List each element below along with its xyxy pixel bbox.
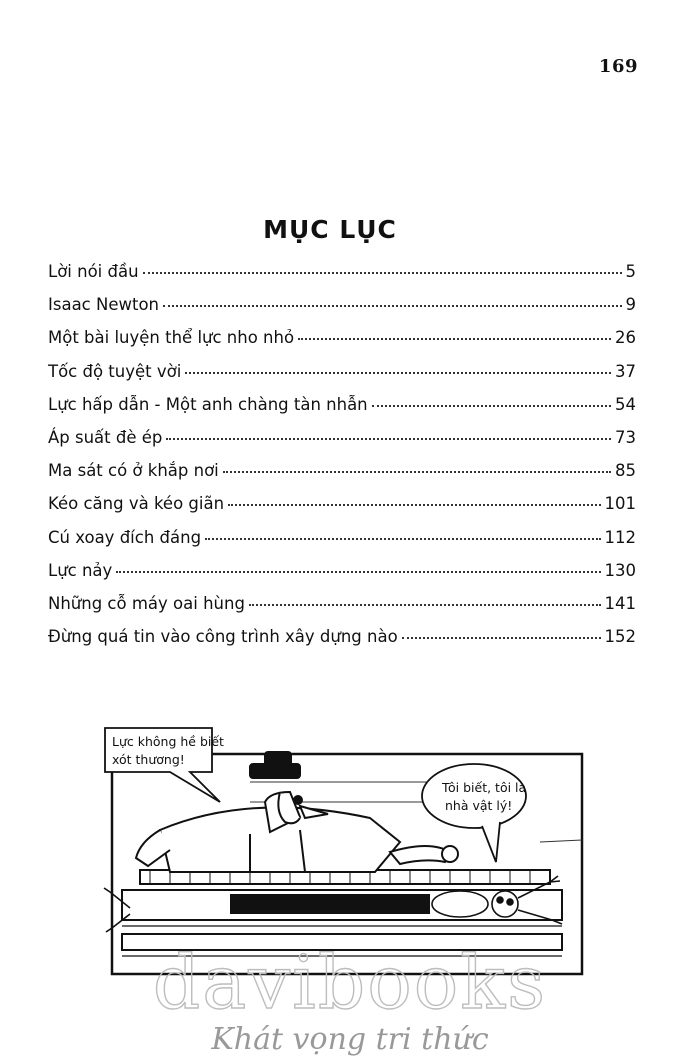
watermark-brand: davibooks [152, 940, 548, 1026]
toc-entry[interactable] [48, 461, 636, 494]
toc-entry[interactable] [48, 395, 636, 428]
toc-entry-page: 26 [615, 328, 636, 348]
dot-leader [223, 471, 611, 473]
toc-entry-title: Những cỗ máy oai hùng [48, 593, 245, 613]
toc-entry-page: 73 [615, 427, 636, 447]
toc-entry-page: 152 [604, 627, 636, 647]
left-bubble-line-1: Lực không hề biết [112, 734, 224, 749]
toc-entry-page: 9 [625, 295, 636, 315]
toc-entry[interactable] [48, 627, 636, 660]
toc-entry-title: Kéo căng và kéo giãn [48, 494, 225, 514]
toc-entry-title: Ma sát có ở khắp nơi [48, 461, 219, 481]
toc-entry-title: Áp suất đè ép [48, 427, 163, 447]
dot-leader [166, 438, 611, 440]
dot-leader [228, 504, 600, 506]
right-bubble-line-2: nhà vật lý! [445, 798, 513, 813]
toc-entry-page: 54 [615, 394, 636, 414]
toc-entry[interactable] [48, 528, 636, 561]
right-bubble-line-1: Tôi biết, tôi là [442, 780, 527, 795]
watermark-tagline: Khát vọng tri thức [211, 1022, 489, 1057]
toc-entry[interactable] [48, 262, 636, 295]
dot-leader [402, 637, 601, 639]
toc-entry-title: Isaac Newton [48, 295, 160, 315]
toc-entry-title: Lực hấp dẫn - Một anh chàng tàn nhẫn [48, 394, 368, 414]
cartoon-illustration [100, 722, 592, 982]
toc-entry[interactable] [48, 561, 636, 594]
toc-entry-page: 130 [604, 560, 636, 580]
left-bubble-line-2: xót thương! [112, 752, 185, 767]
toc-entry-page: 37 [615, 361, 636, 381]
toc-entry-title: Đừng quá tin vào công trình xây dựng nào [48, 627, 398, 647]
toc-entry-title: Lực nảy [48, 560, 113, 580]
toc-entry[interactable] [48, 428, 636, 461]
page-number: 169 [598, 56, 638, 77]
dot-leader [143, 272, 622, 274]
toc-entry[interactable] [48, 295, 636, 328]
dot-leader [163, 305, 621, 307]
toc-entry[interactable] [48, 328, 636, 361]
toc-entry-page: 85 [615, 461, 636, 481]
toc-entry-title: Tốc độ tuyệt vời [48, 361, 182, 381]
toc-entry-title: Một bài luyện thể lực nho nhỏ [48, 328, 295, 348]
toc-entry[interactable] [48, 362, 636, 395]
dot-leader [249, 604, 601, 606]
toc-entry-title: Cú xoay đích đáng [48, 527, 202, 547]
toc-entry-title: Lời nói đầu [48, 262, 139, 281]
dot-leader [298, 338, 611, 340]
toc-entry-page: 101 [604, 494, 636, 514]
table-of-contents [48, 262, 636, 660]
toc-entry[interactable] [48, 494, 636, 527]
toc-entry-page: 5 [625, 262, 636, 281]
page-title: MỤC LỤC [263, 215, 397, 244]
dot-leader [205, 538, 600, 540]
toc-entry-page: 141 [604, 593, 636, 613]
dot-leader [116, 571, 600, 573]
dot-leader [185, 372, 611, 374]
dot-leader [372, 405, 611, 407]
toc-entry[interactable] [48, 594, 636, 627]
toc-entry-page: 112 [604, 527, 636, 547]
